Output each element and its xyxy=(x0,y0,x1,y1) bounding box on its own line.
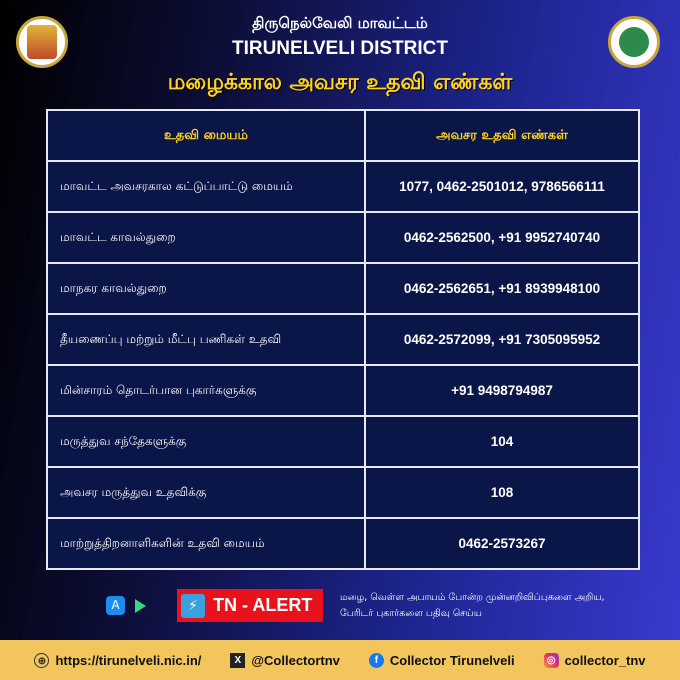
help-center-name: மருத்துவ சந்தேகளுக்கு xyxy=(47,416,365,467)
website-text: https://tirunelveli.nic.in/ xyxy=(55,652,202,668)
footer-bar xyxy=(0,640,680,680)
table-row xyxy=(47,467,639,518)
globe-icon: ⊕ xyxy=(34,653,49,668)
helpline-numbers: +91 9498794987 xyxy=(365,365,639,416)
table-row xyxy=(47,416,639,467)
table-row xyxy=(47,212,639,263)
alert-description xyxy=(340,590,605,622)
help-center-name: மாவட்ட அவசரகால கட்டுப்பாட்டு மையம் xyxy=(47,161,365,212)
helpline-numbers: 0462-2562500, +91 9952740740 xyxy=(365,212,639,263)
column-header-numbers: அவசர உதவி எண்கள் xyxy=(365,110,639,161)
tn-alert-label: TN - ALERT xyxy=(213,595,313,615)
help-center-name: மாநகர காவல்துறை xyxy=(47,263,365,314)
table-row xyxy=(47,518,639,569)
facebook-link[interactable] xyxy=(369,653,515,668)
district-name-tamil: திருநெல்வேலி மாவட்டம் xyxy=(252,14,428,32)
column-header-center: உதவி மையம் xyxy=(47,110,365,161)
x-handle: @Collectortnv xyxy=(251,652,340,668)
help-center-name: தீயணைப்பு மற்றும் மீட்பு பணிகள் உதவி xyxy=(47,314,365,365)
table-row xyxy=(47,161,639,212)
helpline-numbers: 104 xyxy=(365,416,639,467)
helpline-numbers: 0462-2562651, +91 8939948100 xyxy=(365,263,639,314)
instagram-link[interactable] xyxy=(544,653,646,668)
website-link[interactable] xyxy=(34,653,201,668)
instagram-handle: collector_tnv xyxy=(564,652,646,668)
help-center-name: அவசர மருத்துவ உதவிக்கு xyxy=(47,467,365,518)
page-title: மழைக்கால அவசர உதவி எண்கள் xyxy=(167,70,513,95)
helpline-table xyxy=(46,109,640,570)
table-row xyxy=(47,314,639,365)
helpline-numbers: 0462-2572099, +91 7305095952 xyxy=(365,314,639,365)
table-row xyxy=(47,365,639,416)
help-center-name: மாவட்ட காவல்துறை xyxy=(47,212,365,263)
helpline-numbers: 1077, 0462-2501012, 9786566111 xyxy=(365,161,639,212)
helpline-numbers: 0462-2573267 xyxy=(365,518,639,569)
app-store-links xyxy=(106,596,146,615)
app-store-icon[interactable]: A xyxy=(106,596,125,615)
table-row xyxy=(47,263,639,314)
lightning-icon: ⚡ xyxy=(181,594,205,618)
district-name: TIRUNELVELI DISTRICT xyxy=(231,38,449,59)
tn-alert-badge[interactable] xyxy=(177,589,323,622)
facebook-icon: f xyxy=(369,653,384,668)
help-center-name: மின்சாரம் தொடர்பான புகார்களுக்கு xyxy=(47,365,365,416)
google-play-icon[interactable] xyxy=(135,599,146,613)
facebook-name: Collector Tirunelveli xyxy=(389,652,515,668)
x-icon: X xyxy=(230,653,245,668)
x-link[interactable] xyxy=(230,653,340,668)
alert-description-line: பேரிடர் புகார்களை பதிவு செய்ய xyxy=(340,608,482,619)
help-center-name: மாற்றுத்திறனாளிகளின் உதவி மையம் xyxy=(47,518,365,569)
instagram-icon: ◎ xyxy=(544,653,559,668)
alert-description-line: மழை, வெள்ள அபாயம் போன்ற முன்னறிவிப்புகளை அறிய, xyxy=(340,592,605,603)
helpline-numbers: 108 xyxy=(365,467,639,518)
